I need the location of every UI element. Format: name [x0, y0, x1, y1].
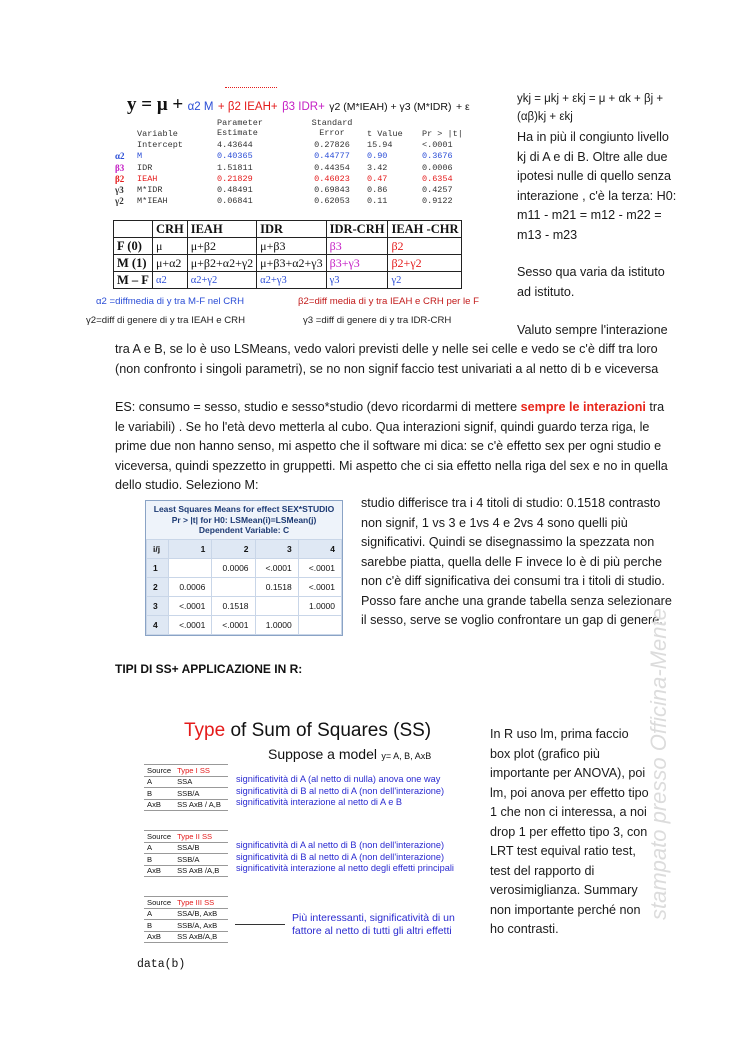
- comparison-cell: γ2: [388, 272, 462, 289]
- estimate-error: 0.44777: [314, 151, 350, 162]
- lsmeans-row: [147, 577, 342, 596]
- lsmeans-cell: 0.1518: [212, 596, 255, 615]
- comparison-cell: μ+β2: [187, 238, 256, 255]
- dotted-mark: [225, 87, 277, 88]
- estimate-p: 0.6354: [422, 173, 453, 184]
- ss-source: AxB: [144, 799, 174, 811]
- estimate-p: 0.0006: [422, 162, 453, 173]
- ss-table-row: [144, 908, 228, 920]
- lsmeans-row: [147, 558, 342, 577]
- comparison-header-cell: IDR: [257, 221, 326, 238]
- comparison-row-label: M – F: [114, 272, 153, 289]
- comparison-cell: β3+γ3: [326, 255, 388, 272]
- legend-alpha2: α2 =diffmedia di y tra M-F nel CRH: [96, 296, 244, 307]
- header-tvalue: t Value: [367, 128, 403, 139]
- estimate-symbol: β2: [115, 173, 125, 184]
- estimate-symbol: β3: [115, 162, 125, 173]
- lsmeans-row-label: 4: [147, 615, 169, 634]
- ss-value: SSA/B: [174, 842, 228, 854]
- ss-table-header: [144, 831, 228, 843]
- header-estimate: Parameter Estimate: [217, 117, 263, 138]
- ss-source: A: [144, 842, 174, 854]
- comparison-block: [113, 220, 462, 289]
- lsmeans-header-cell: 1: [169, 539, 212, 558]
- lsmeans-cell: <.0001: [169, 596, 212, 615]
- ss-source: B: [144, 788, 174, 800]
- comparison-row: [114, 255, 462, 272]
- paragraph-2-after: tra le variabili) . Se ho l'età devo metterla al cubo. Qua interazioni signif, quindi guardo terza riga, le prime due non hanno senso, mi aspetto che il software mi dica: se c'è effetto sex per ogni studio e viceversa, quindi spezzetto in gruppetti. Mi aspetto che ci sia effetto nella riga del sex e no in quella dello studio. Seleziono M:: [115, 400, 668, 492]
- comparison-cell: μ: [152, 238, 187, 255]
- estimate-value: 4.43644: [217, 139, 253, 150]
- r-text: In R uso lm, prima faccio box plot (grafico più importante per ANOVA), poi lm, poi anova per effetto tipo 1 che non ci interessa, a noi drop 1 per effetto tipo 3, con LRT test equival ratio test, test del rapporto di verosimiglianza. Summary non importante perché non ho contrasti.: [490, 727, 649, 936]
- comparison-header-cell: [114, 221, 153, 238]
- estimate-symbol: α2: [115, 151, 125, 162]
- ss-table-2: [144, 830, 228, 877]
- ss-value: SS AxB /A,B: [174, 865, 228, 877]
- ss-table-header: [144, 765, 228, 777]
- estimates-table: [115, 116, 500, 207]
- ss-value: SSB/A: [174, 788, 228, 800]
- estimates-row: [115, 196, 500, 207]
- ss-source: A: [144, 908, 174, 920]
- equation-beta3: β3 IDR+: [282, 101, 325, 113]
- paragraph-2: [115, 398, 675, 496]
- comparison-header-cell: IEAH: [187, 221, 256, 238]
- ss-header-cell: Source: [144, 831, 174, 843]
- equation-beta2: + β2 IEAH+: [217, 101, 278, 113]
- ss-header-cell: Type II SS: [174, 831, 228, 843]
- side-body: Ha in più il congiunto livello kj di A e di B. Oltre alle due ipotesi nulle di quello senza interazione , c'è la terza: H0: m11 - m21 = m12 - m22 = m13 - m23: [517, 130, 677, 242]
- estimate-symbol: γ3: [115, 185, 124, 196]
- ss-table-row: [144, 776, 228, 788]
- estimate-error: 0.69843: [314, 185, 350, 196]
- equation-prefix: y = μ +: [127, 94, 184, 115]
- legend-gamma3: γ3 =diff di genere di y tra IDR-CRH: [303, 315, 452, 326]
- ss-table-row: [144, 788, 228, 800]
- equation-epsilon: + ε: [455, 101, 470, 113]
- ss-arrow: [235, 924, 285, 925]
- ss-source: AxB: [144, 865, 174, 877]
- estimate-t: 0.47: [367, 173, 388, 184]
- estimate-variable: M*IEAH: [137, 196, 168, 207]
- lsmeans-cell: <.0001: [255, 558, 298, 577]
- code-line: data(b): [137, 958, 186, 971]
- side-model: ykj = μkj + εkj = μ + αk + βj +(αβ)kj + εkj: [517, 93, 664, 123]
- estimates-row: [115, 173, 500, 184]
- lsmeans-cell: 1.0000: [298, 596, 341, 615]
- ss-source: AxB: [144, 931, 174, 943]
- lsmeans-cell: [212, 577, 255, 596]
- comparison-row: [114, 272, 462, 289]
- estimate-value: 0.48491: [217, 185, 253, 196]
- ss-slide-title: [184, 720, 431, 742]
- lsmeans-title-1: Least Squares Means for effect SEX*STUDIO: [153, 504, 335, 514]
- lsmeans-cell: <.0001: [169, 615, 212, 634]
- estimate-value: 1.51811: [217, 162, 253, 173]
- ss-note: significatività di A (al netto di nulla) anova one way: [236, 774, 441, 784]
- estimate-t: 0.11: [367, 196, 388, 207]
- model-equation: [127, 94, 507, 116]
- estimate-p: 0.4257: [422, 185, 453, 196]
- estimate-t: 3.42: [367, 162, 388, 173]
- ss-note-bottom-2: fattore al netto di tutti gli altri effetti: [292, 925, 452, 937]
- lsmeans-title-3: Dependent Variable: C: [198, 525, 290, 535]
- ss-table-row: [144, 854, 228, 866]
- watermark: stampato presso Officina-Mente: [646, 608, 671, 920]
- comparison-cell: μ+β3+α2+γ3: [257, 255, 326, 272]
- ss-value: SSB/A: [174, 854, 228, 866]
- paragraph-2-emphasis: sempre le interazioni: [520, 400, 646, 414]
- ss-header-cell: Source: [144, 897, 174, 909]
- lsmeans-row: [147, 615, 342, 634]
- estimate-variable: IEAH: [137, 173, 158, 184]
- estimates-row: [115, 184, 500, 195]
- ss-note: significatività di A al netto di B (non dell'interazione): [236, 840, 445, 850]
- estimate-variable: M*IDR: [137, 185, 163, 196]
- estimate-error: 0.27826: [314, 139, 350, 150]
- paragraph-3: studio differisce tra i 4 titoli di studio: 0.1518 contrasto non signif, 1 vs 3 e 1vs 4 e 2vs 4 sono quelli più significativi. Quindi se disegnassimo la spezzata non sarebbe piatta, quella delle F invece lo è di più perche non c'è diff significativa dei consumi tra i titoli di studio. Posso fare anche una grande tabella senza selezionare il sesso, serve se voglio confrontare un gap di genere.: [361, 496, 672, 627]
- lsmeans-cell: <.0001: [298, 577, 341, 596]
- header-error: Standard Error: [311, 117, 353, 138]
- lsmeans-header-cell: i/j: [147, 539, 169, 558]
- ss-table-3: [144, 896, 228, 943]
- comparison-cell: α2+γ2: [187, 272, 256, 289]
- estimate-value: 0.40365: [217, 151, 253, 162]
- ss-slide: [140, 720, 485, 955]
- legend-beta2: β2=diff media di y tra IEAH e CRH per le F: [298, 296, 480, 307]
- header-p: Pr > |t|: [422, 128, 463, 139]
- estimate-p: <.0001: [422, 139, 453, 150]
- ss-table: [144, 764, 228, 811]
- lsmeans-title: [146, 501, 342, 539]
- estimates-row: [115, 162, 500, 173]
- comparison-header: [114, 221, 462, 238]
- comparison-cell: α2+γ3: [257, 272, 326, 289]
- ss-table-row: [144, 865, 228, 877]
- ss-header-cell: Source: [144, 765, 174, 777]
- estimate-t: 15.94: [367, 139, 393, 150]
- ss-suppose-label: Suppose a model: [268, 746, 377, 762]
- lsmeans-cell: 0.0006: [169, 577, 212, 596]
- comparison-cell: μ+β3: [257, 238, 326, 255]
- estimate-t: 0.90: [367, 151, 388, 162]
- estimate-p: 0.9122: [422, 196, 453, 207]
- estimate-value: 0.06841: [217, 196, 253, 207]
- estimates-row: [115, 139, 500, 150]
- lsmeans-cell: [298, 615, 341, 634]
- ss-suppose: [268, 746, 431, 764]
- side-sesso: Sesso qua varia da istituto ad istituto.: [517, 265, 665, 299]
- ss-note-bottom: [292, 912, 455, 938]
- estimate-symbol: [115, 139, 137, 150]
- lsmeans-header-cell: 4: [298, 539, 341, 558]
- comparison-header-cell: IEAH -CHR: [388, 221, 462, 238]
- ss-table-row: [144, 799, 228, 811]
- ss-table: [144, 830, 228, 877]
- estimate-p: 0.3676: [422, 151, 453, 162]
- lsmeans-cell: 0.0006: [212, 558, 255, 577]
- estimate-symbol: γ2: [115, 196, 124, 207]
- lsmeans-cell: 1.0000: [255, 615, 298, 634]
- ss-table-row: [144, 842, 228, 854]
- paragraph-1: tra A e B, se lo è uso LSMeans, vedo valori previsti delle y nelle sei celle e vedo se c'è diff tra loro (non confronto i singoli parametri), se no non signif faccio test univariati a al netto di b e viceversa: [115, 342, 659, 376]
- header-variable: Variable: [137, 128, 178, 139]
- ss-table-1: [144, 764, 228, 811]
- estimates-row: [115, 151, 500, 162]
- legend-gamma2: γ2=diff di genere di y tra IEAH e CRH: [86, 315, 245, 326]
- estimate-value: 0.21829: [217, 173, 253, 184]
- ss-note: significatività di B al netto di A (non dell'interazione): [236, 851, 445, 862]
- comparison-row-label: F (0): [114, 238, 153, 255]
- ss-header-cell: Type III SS: [174, 897, 228, 909]
- ss-value: SSA/B, AxB: [174, 908, 228, 920]
- section-title: TIPI DI SS+ APPLICAZIONE IN R:: [115, 662, 303, 676]
- equation-alpha2: α2 M: [187, 101, 214, 113]
- lsmeans-cell: <.0001: [212, 615, 255, 634]
- ss-note: significatività interazione al netto degli effetti principali: [236, 863, 454, 873]
- estimate-variable: M: [137, 151, 143, 162]
- ss-value: SSB/A, AxB: [174, 920, 228, 932]
- ss-table-header: [144, 897, 228, 909]
- lsmeans-cell: [255, 596, 298, 615]
- lsmeans-title-2: Pr > |t| for H0: LSMean(i)=LSMean(j): [171, 514, 317, 525]
- ss-table-row: [144, 920, 228, 932]
- ss-note-bottom-1: Più interessanti, significatività di un: [292, 912, 455, 924]
- estimate-variable: Intercept: [137, 139, 183, 150]
- comparison-cell: μ+β2+α2+γ2: [187, 255, 256, 272]
- lsmeans-cell: [169, 558, 212, 577]
- comparison-cell: γ3: [326, 272, 388, 289]
- lsmeans-cell: <.0001: [298, 558, 341, 577]
- ss-suppose-model: y= A, B, AxB: [381, 751, 432, 761]
- estimates-block: [115, 116, 505, 207]
- estimate-error: 0.46023: [314, 173, 350, 184]
- comparison-cell: β3: [326, 238, 388, 255]
- paragraph-2-before: ES: consumo = sesso, studio e sesso*studio (devo ricordarmi di mettere: [115, 400, 521, 414]
- comparison-row-label: M (1): [114, 255, 153, 272]
- lsmeans-table: [146, 539, 342, 635]
- comparison-cell: β2+γ2: [388, 255, 462, 272]
- lsmeans-table-panel: [145, 500, 343, 636]
- comparison-cell: β2: [388, 238, 462, 255]
- lsmeans-row-label: 2: [147, 577, 169, 596]
- comparison-row: [114, 238, 462, 255]
- estimate-variable: IDR: [137, 162, 153, 173]
- estimate-error: 0.44354: [314, 162, 350, 173]
- ss-source: A: [144, 776, 174, 788]
- ss-value: SS AxB / A,B: [174, 799, 228, 811]
- ss-title-rest: of Sum of Squares (SS): [230, 720, 432, 741]
- ss-value: SSA: [174, 776, 228, 788]
- ss-source: B: [144, 854, 174, 866]
- ss-source: B: [144, 920, 174, 932]
- ss-title-type: Type: [184, 720, 226, 741]
- comparison-header-cell: CRH: [152, 221, 187, 238]
- ss-value: SS AxB/A,B: [174, 931, 228, 943]
- lsmeans-header: [147, 539, 342, 558]
- lsmeans-cell: 0.1518: [255, 577, 298, 596]
- lsmeans-row: [147, 596, 342, 615]
- comparison-cell: μ+α2: [152, 255, 187, 272]
- estimate-t: 0.86: [367, 185, 388, 196]
- ss-note: significatività di B al netto di A (non dell'interazione): [236, 785, 445, 796]
- estimate-error: 0.62053: [314, 196, 350, 207]
- ss-table-row: [144, 931, 228, 943]
- ss-table: [144, 896, 228, 943]
- lsmeans-header-cell: 3: [255, 539, 298, 558]
- side-valuto: Valuto sempre l'interazione: [517, 323, 668, 337]
- comparison-cell: α2: [152, 272, 187, 289]
- ss-header-cell: Type I SS: [174, 765, 228, 777]
- lsmeans-row-label: 3: [147, 596, 169, 615]
- equation-gamma: γ2 (M*IEAH) + γ3 (M*IDR): [329, 101, 452, 113]
- estimates-header: [115, 116, 500, 139]
- lsmeans-header-cell: 2: [212, 539, 255, 558]
- comparison-header-cell: IDR-CRH: [326, 221, 388, 238]
- ss-note: significatività interazione al netto di A e B: [236, 797, 402, 807]
- lsmeans-row-label: 1: [147, 558, 169, 577]
- comparison-table: [113, 220, 462, 289]
